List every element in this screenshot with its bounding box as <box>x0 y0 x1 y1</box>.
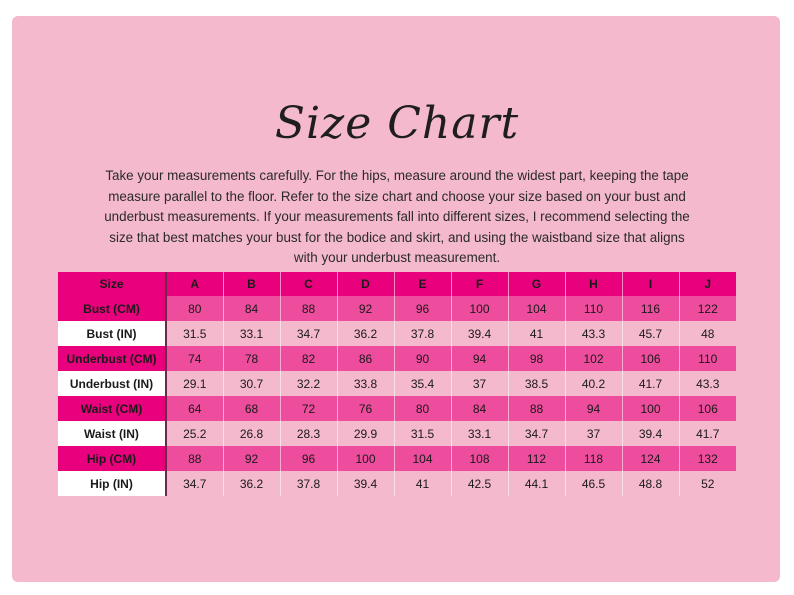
table-cell: 33.8 <box>337 371 394 396</box>
table-cell: 94 <box>565 396 622 421</box>
table-cell: 88 <box>166 446 223 471</box>
table-cell: 78 <box>223 346 280 371</box>
table-cell: 104 <box>508 296 565 321</box>
table-cell: 30.7 <box>223 371 280 396</box>
table-cell: 80 <box>166 296 223 321</box>
table-row <box>58 396 736 421</box>
row-label: Waist (IN) <box>58 421 166 446</box>
table-cell: 82 <box>280 346 337 371</box>
table-row <box>58 346 736 371</box>
table-cell: 52 <box>679 471 736 496</box>
table-cell: 108 <box>451 446 508 471</box>
table-cell: 102 <box>565 346 622 371</box>
table-cell: 40.2 <box>565 371 622 396</box>
table-cell: 29.1 <box>166 371 223 396</box>
table-cell: 64 <box>166 396 223 421</box>
table-cell: 106 <box>622 346 679 371</box>
table-cell: 48 <box>679 321 736 346</box>
table-cell: 92 <box>337 296 394 321</box>
table-cell: 41 <box>394 471 451 496</box>
table-cell: 48.8 <box>622 471 679 496</box>
table-cell: 118 <box>565 446 622 471</box>
table-row <box>58 421 736 446</box>
header-cell: D <box>337 272 394 296</box>
table-cell: 25.2 <box>166 421 223 446</box>
table-cell: 26.8 <box>223 421 280 446</box>
table-cell: 94 <box>451 346 508 371</box>
table-cell: 88 <box>280 296 337 321</box>
table-cell: 100 <box>337 446 394 471</box>
header-cell: J <box>679 272 736 296</box>
table-cell: 36.2 <box>337 321 394 346</box>
table-cell: 42.5 <box>451 471 508 496</box>
header-cell: C <box>280 272 337 296</box>
table-cell: 122 <box>679 296 736 321</box>
table-cell: 132 <box>679 446 736 471</box>
table-cell: 124 <box>622 446 679 471</box>
table-cell: 32.2 <box>280 371 337 396</box>
table-cell: 38.5 <box>508 371 565 396</box>
table-row <box>58 471 736 496</box>
table-cell: 36.2 <box>223 471 280 496</box>
header-cell: Size <box>58 272 166 296</box>
table-cell: 110 <box>565 296 622 321</box>
page-title: Size Chart <box>274 98 520 149</box>
intro-paragraph: Take your measurements carefully. For the hips, measure around the widest part, keeping the tape measure parallel to the floor. Refer to the size chart and choose your size based on your bust and underbust measurements. If your measurements fall into different sizes, I recommend selecting the size that best matches your bust for the bodice and skirt, and using the waistband size that aligns with your underbust measurement. <box>104 168 690 266</box>
table-cell: 44.1 <box>508 471 565 496</box>
header-cell: H <box>565 272 622 296</box>
table-cell: 35.4 <box>394 371 451 396</box>
table-row <box>58 321 736 346</box>
table-cell: 41.7 <box>679 421 736 446</box>
table-cell: 33.1 <box>223 321 280 346</box>
table-cell: 39.4 <box>337 471 394 496</box>
table-cell: 39.4 <box>451 321 508 346</box>
table-cell: 80 <box>394 396 451 421</box>
header-cell: E <box>394 272 451 296</box>
table-cell: 39.4 <box>622 421 679 446</box>
table-cell: 90 <box>394 346 451 371</box>
row-label: Bust (CM) <box>58 296 166 321</box>
table-cell: 45.7 <box>622 321 679 346</box>
table-cell: 34.7 <box>280 321 337 346</box>
table-cell: 68 <box>223 396 280 421</box>
table-cell: 46.5 <box>565 471 622 496</box>
table-cell: 110 <box>679 346 736 371</box>
table-cell: 34.7 <box>508 421 565 446</box>
row-label: Bust (IN) <box>58 321 166 346</box>
table-cell: 106 <box>679 396 736 421</box>
header-cell: A <box>166 272 223 296</box>
table-cell: 37.8 <box>280 471 337 496</box>
row-label: Underbust (IN) <box>58 371 166 396</box>
table-cell: 37 <box>451 371 508 396</box>
table-cell: 96 <box>394 296 451 321</box>
header-cell: G <box>508 272 565 296</box>
table-cell: 84 <box>223 296 280 321</box>
table-cell: 76 <box>337 396 394 421</box>
table-cell: 86 <box>337 346 394 371</box>
table-cell: 37 <box>565 421 622 446</box>
table-header-row <box>58 272 736 296</box>
row-label: Waist (CM) <box>58 396 166 421</box>
table-cell: 43.3 <box>679 371 736 396</box>
table-cell: 84 <box>451 396 508 421</box>
table-cell: 88 <box>508 396 565 421</box>
table-row <box>58 446 736 471</box>
table-cell: 33.1 <box>451 421 508 446</box>
table-cell: 96 <box>280 446 337 471</box>
table-cell: 41 <box>508 321 565 346</box>
table-cell: 28.3 <box>280 421 337 446</box>
table-cell: 100 <box>622 396 679 421</box>
table-cell: 72 <box>280 396 337 421</box>
header-cell: I <box>622 272 679 296</box>
table-cell: 100 <box>451 296 508 321</box>
row-label: Underbust (CM) <box>58 346 166 371</box>
table-cell: 34.7 <box>166 471 223 496</box>
header-cell: B <box>223 272 280 296</box>
table-cell: 112 <box>508 446 565 471</box>
table-cell: 29.9 <box>337 421 394 446</box>
table-cell: 98 <box>508 346 565 371</box>
header-cell: F <box>451 272 508 296</box>
row-label: Hip (CM) <box>58 446 166 471</box>
size-table <box>58 272 736 496</box>
table-cell: 31.5 <box>166 321 223 346</box>
table-cell: 92 <box>223 446 280 471</box>
table-cell: 41.7 <box>622 371 679 396</box>
table-cell: 37.8 <box>394 321 451 346</box>
table-cell: 43.3 <box>565 321 622 346</box>
row-label: Hip (IN) <box>58 471 166 496</box>
table-cell: 116 <box>622 296 679 321</box>
table-row <box>58 371 736 396</box>
table-cell: 104 <box>394 446 451 471</box>
table-cell: 74 <box>166 346 223 371</box>
table-row <box>58 296 736 321</box>
table-cell: 31.5 <box>394 421 451 446</box>
